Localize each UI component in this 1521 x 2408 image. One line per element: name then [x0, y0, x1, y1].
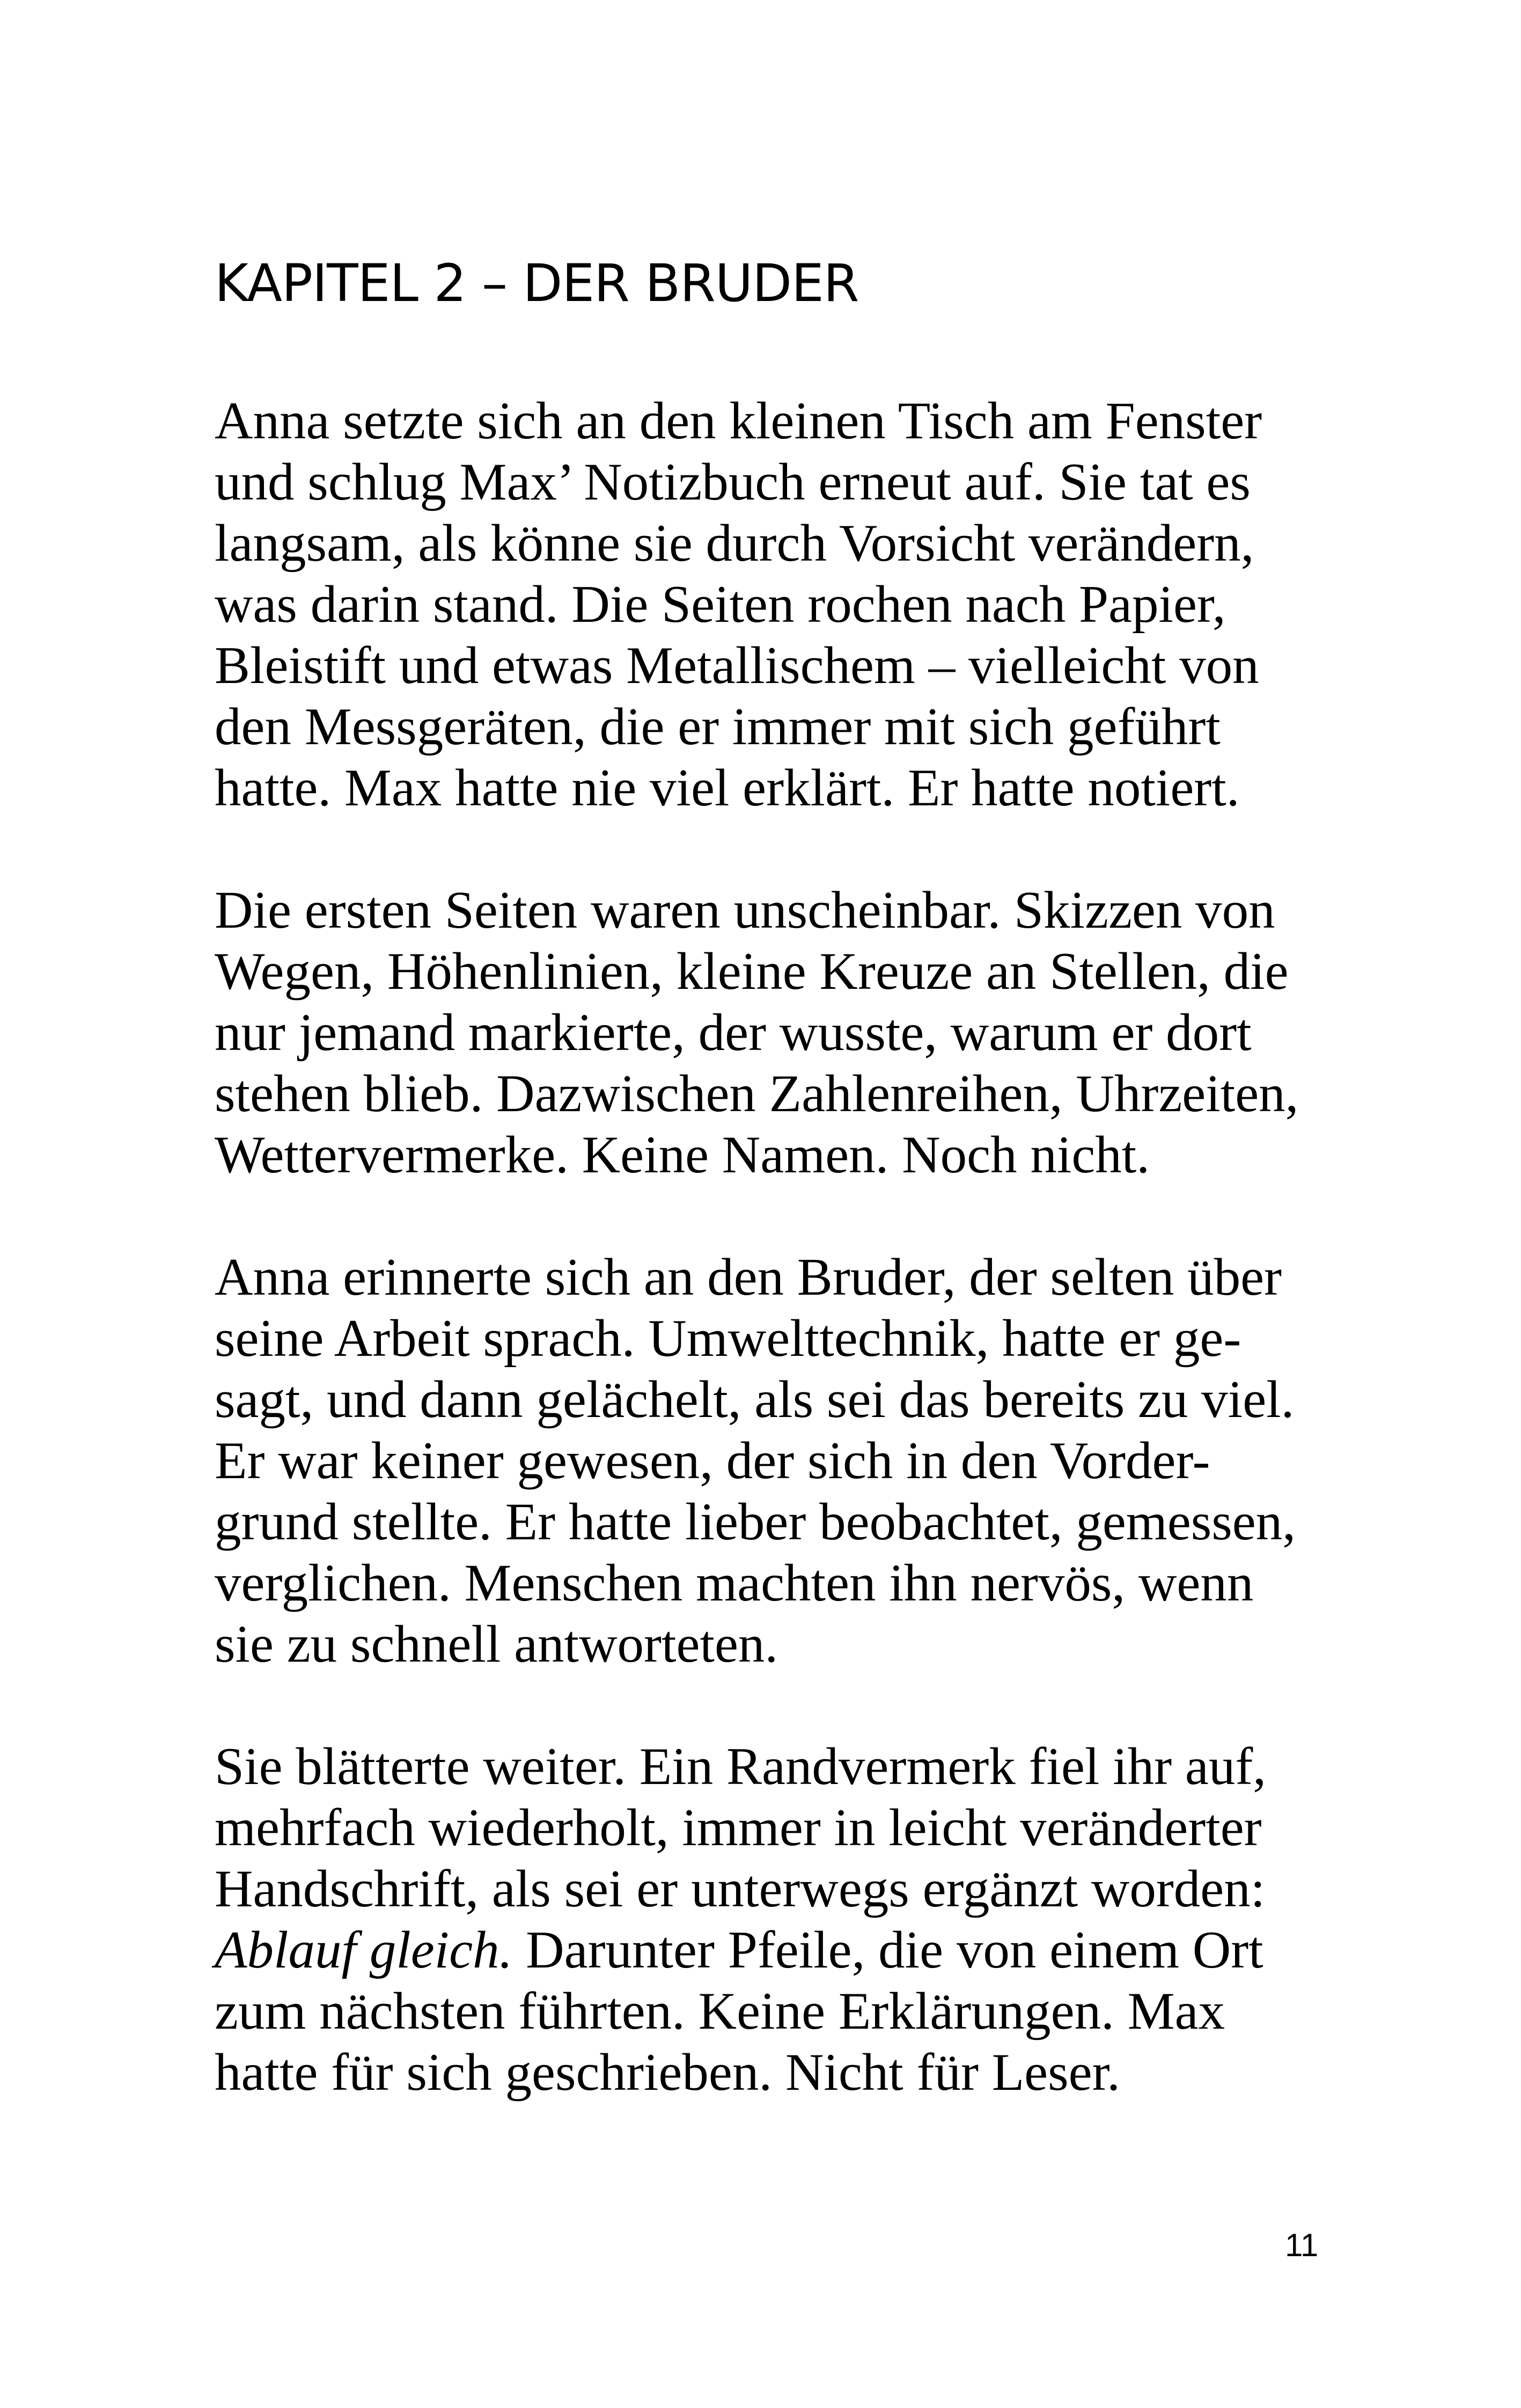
paragraph-1 — [215, 391, 1357, 819]
page-number: 11 — [1285, 2227, 1319, 2263]
text-line: was darin stand. Die Seiten rochen nach Papier, — [215, 575, 1226, 634]
chapter-body — [215, 391, 1357, 2103]
text-line: mehrfach wiederholt, immer in leicht veränderter — [215, 1798, 1262, 1857]
italic-note: Ablauf gleich. — [215, 1921, 513, 1979]
text-line: Wettervermerke. Keine Namen. Noch nicht. — [215, 1126, 1150, 1184]
text-line: verglichen. Menschen machten ihn nervös, wenn — [215, 1554, 1254, 1612]
paragraph-3 — [215, 1247, 1357, 1675]
chapter-title: KAPITEL 2 – DER BRUDER — [215, 253, 859, 313]
text-line: Sie blätterte weiter. Ein Randvermerk fiel ihr auf, — [215, 1737, 1267, 1796]
paragraph-gap — [215, 1186, 1357, 1247]
text-line: nur jemand markierte, der wusste, warum er dort — [215, 1003, 1252, 1062]
text-line: Die ersten Seiten waren unscheinbar. Skizzen von — [215, 881, 1275, 939]
text-line: zum nächsten führten. Keine Erklärungen. Max — [215, 1982, 1225, 2040]
text-line: Anna setzte sich an den kleinen Tisch am Fenster — [215, 392, 1262, 450]
text-line: Anna erinnerte sich an den Bruder, der selten über — [215, 1248, 1282, 1306]
text-line: den Messgeräten, die er immer mit sich geführt — [215, 698, 1221, 756]
text-line-with-italic — [215, 1920, 1357, 1981]
paragraph-2 — [215, 880, 1357, 1186]
text-line: und schlug Max’ Notizbuch erneut auf. Sie tat es — [215, 453, 1251, 511]
text-line: langsam, als könne sie durch Vorsicht verändern, — [215, 514, 1254, 572]
text-line: Er war keiner gewesen, der sich in den Vorder- — [215, 1431, 1210, 1490]
text-line: seine Arbeit sprach. Umwelttechnik, hatte er ge- — [215, 1309, 1241, 1368]
paragraph-gap — [215, 819, 1357, 880]
text-line: stehen blieb. Dazwischen Zahlenreihen, Uhrzeiten, — [215, 1064, 1299, 1123]
text-line: grund stellte. Er hatte lieber beobachtet, gemessen, — [215, 1493, 1296, 1551]
text-line: sie zu schnell antworteten. — [215, 1615, 778, 1673]
paragraph-gap — [215, 1675, 1357, 1736]
text-line: hatte. Max hatte nie viel erklärt. Er hatte notiert. — [215, 759, 1240, 817]
text-line: Bleistift und etwas Metallischem – vielleicht von — [215, 636, 1259, 695]
text-line: sagt, und dann gelächelt, als sei das bereits zu viel. — [215, 1370, 1295, 1429]
text-fragment: Darunter Pfeile, die von einem Ort — [512, 1921, 1263, 1979]
text-line: hatte für sich geschrieben. Nicht für Leser. — [215, 2043, 1120, 2102]
paragraph-4 — [215, 1736, 1357, 2103]
text-line: Wegen, Höhenlinien, kleine Kreuze an Stellen, die — [215, 942, 1289, 1001]
text-line: Handschrift, als sei er unterwegs ergänzt worden: — [215, 1860, 1266, 1918]
